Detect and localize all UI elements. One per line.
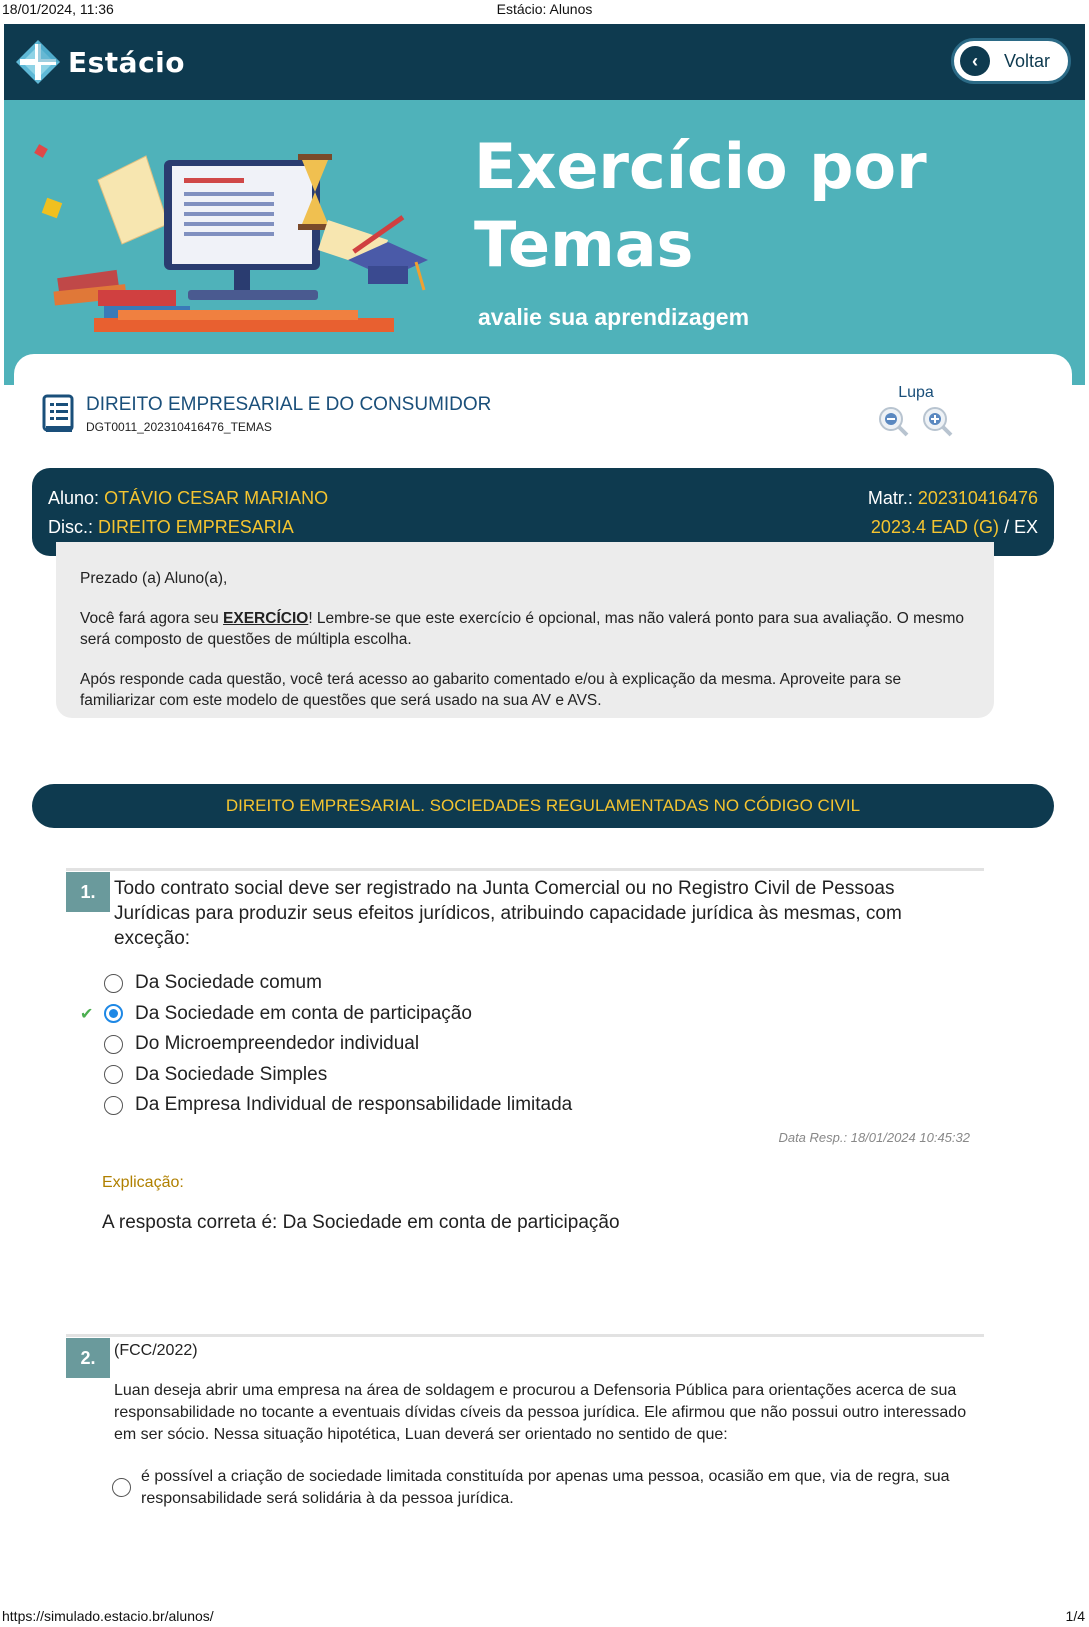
class-code: 2023.4 EAD (G) (870, 517, 999, 537)
notice-paragraph-1: Você fará agora seu EXERCÍCIO! Lembre-se que este exercício é opcional, mas não valerá ponto para sua avaliação. O mesmo será composto de questões de múltipla escolha. (80, 610, 964, 648)
question-number-2: 2. (66, 1338, 110, 1378)
print-date: 18/01/2024, 11:36 (2, 1, 114, 17)
back-button-label: Voltar (1004, 50, 1051, 71)
student-label: Aluno: (48, 488, 100, 508)
question-separator (66, 1334, 984, 1337)
estacio-logo-icon (14, 38, 62, 86)
option-label: Da Sociedade comum (135, 972, 322, 994)
class-suffix: / EX (998, 517, 1038, 537)
zoom-in-icon[interactable] (922, 406, 954, 438)
question-text-1: Todo contrato social deve ser registrado na Junta Comercial ou no Registro Civil de Pessoas Jurídicas para produzir seus efeitos jurídicos, atribuindo capacidade jurídica às mesmas, com exceção: (114, 878, 902, 949)
explanation-label: Explicação: (102, 1174, 184, 1191)
notice-greeting: Prezado (a) Aluno(a), (80, 570, 228, 587)
banner-title-line1: Exercício por (474, 130, 927, 203)
study-illustration (28, 140, 458, 340)
question-2-option-1[interactable] (112, 1466, 952, 1510)
chevron-left-icon: ‹ (960, 46, 990, 76)
discipline-label: Disc.: (48, 517, 93, 537)
print-page-number: 1/4 (1065, 1608, 1085, 1624)
hero-banner (4, 100, 1085, 385)
question-text-2: Luan deseja abrir uma empresa na área de soldagem e procurou a Defensoria Pública para orientações acerca de sua responsabilidade no tocante a eventuais dívidas cíveis da pessoa jurídica. Ele afirmou que não possui outro interessado em ser sócio. Nessa situação hipotética, Luan deverá ser orientado no sentido de que: (114, 1382, 967, 1443)
back-button[interactable] (951, 38, 1071, 84)
option-label: Da Empresa Individual de responsabilidade limitada (135, 1094, 573, 1116)
estacio-logo[interactable] (14, 38, 185, 86)
print-title: Estácio: Alunos (496, 1, 593, 17)
banner-subtitle: avalie sua aprendizagem (478, 304, 750, 330)
option-label: Do Microempreendedor individual (135, 1033, 420, 1055)
notice-paragraph-2: Após responde cada questão, você terá acesso ao gabarito comentado e/ou à explicação da mesma. Aproveite para se familiarizar com este modelo de questões que será usado na sua AV e AVS. (80, 671, 902, 709)
registration-number: 202310416476 (917, 488, 1038, 508)
option-label: é possível a criação de sociedade limitada constituída por apenas uma pessoa, ocasião em que, via de regra, sua responsabilidade será solidária à da pessoa jurídica. (141, 1468, 950, 1507)
course-header (42, 394, 491, 434)
theme-title-bar: DIREITO EMPRESARIAL. SOCIEDADES REGULAMENTADAS NO CÓDIGO CIVIL (32, 784, 1054, 828)
exercise-emphasis: EXERCÍCIO (223, 610, 309, 627)
logo-text: Estácio (68, 45, 186, 79)
content-card (14, 354, 1072, 1604)
discipline-row (48, 517, 294, 538)
student-name: OTÁVIO CESAR MARIANO (104, 488, 329, 508)
class-row (871, 517, 1038, 538)
instructions-box (56, 542, 994, 718)
top-bar (4, 24, 1085, 100)
radio-button[interactable] (104, 1004, 123, 1023)
registration-row (868, 488, 1038, 509)
zoom-out-icon[interactable] (878, 406, 910, 438)
discipline-name: DIREITO EMPRESARIA (98, 517, 294, 537)
option-label: Da Sociedade em conta de participação (135, 1002, 472, 1024)
radio-button[interactable] (104, 1065, 123, 1084)
question-1-option[interactable] (80, 968, 572, 999)
radio-button[interactable] (104, 1035, 123, 1054)
banner-title (474, 128, 927, 284)
question-1-option[interactable] (80, 999, 572, 1030)
print-footer (0, 1605, 1089, 1627)
magnifier-controls (878, 384, 954, 438)
print-url: https://simulado.estacio.br/alunos/ (2, 1608, 214, 1624)
correct-check-icon: ✔ (80, 1005, 94, 1023)
question-1-option[interactable] (80, 1060, 572, 1091)
radio-button[interactable] (104, 974, 123, 993)
question-source-2: (FCC/2022) (114, 1342, 198, 1359)
magnifier-label: Lupa (898, 384, 934, 401)
question-number-1: 1. (66, 872, 110, 912)
banner-title-line2: Temas (474, 208, 694, 281)
question-separator (66, 868, 984, 871)
student-name-row (48, 488, 328, 509)
explanation-text: A resposta correta é: Da Sociedade em conta de participação (102, 1212, 620, 1233)
option-label: Da Sociedade Simples (135, 1063, 328, 1085)
radio-button[interactable] (104, 1096, 123, 1115)
question-1-option[interactable] (80, 1029, 572, 1060)
course-code: DGT0011_202310416476_TEMAS (86, 420, 272, 434)
course-name: DIREITO EMPRESARIAL E DO CONSUMIDOR (86, 394, 492, 415)
question-options-1 (80, 968, 572, 1121)
print-header (0, 0, 1089, 22)
answer-date: Data Resp.: 18/01/2024 10:45:32 (778, 1130, 970, 1145)
question-1-option[interactable] (80, 1090, 572, 1121)
registration-label: Matr.: (867, 488, 913, 508)
radio-button[interactable] (112, 1478, 131, 1497)
document-list-icon (42, 394, 76, 434)
